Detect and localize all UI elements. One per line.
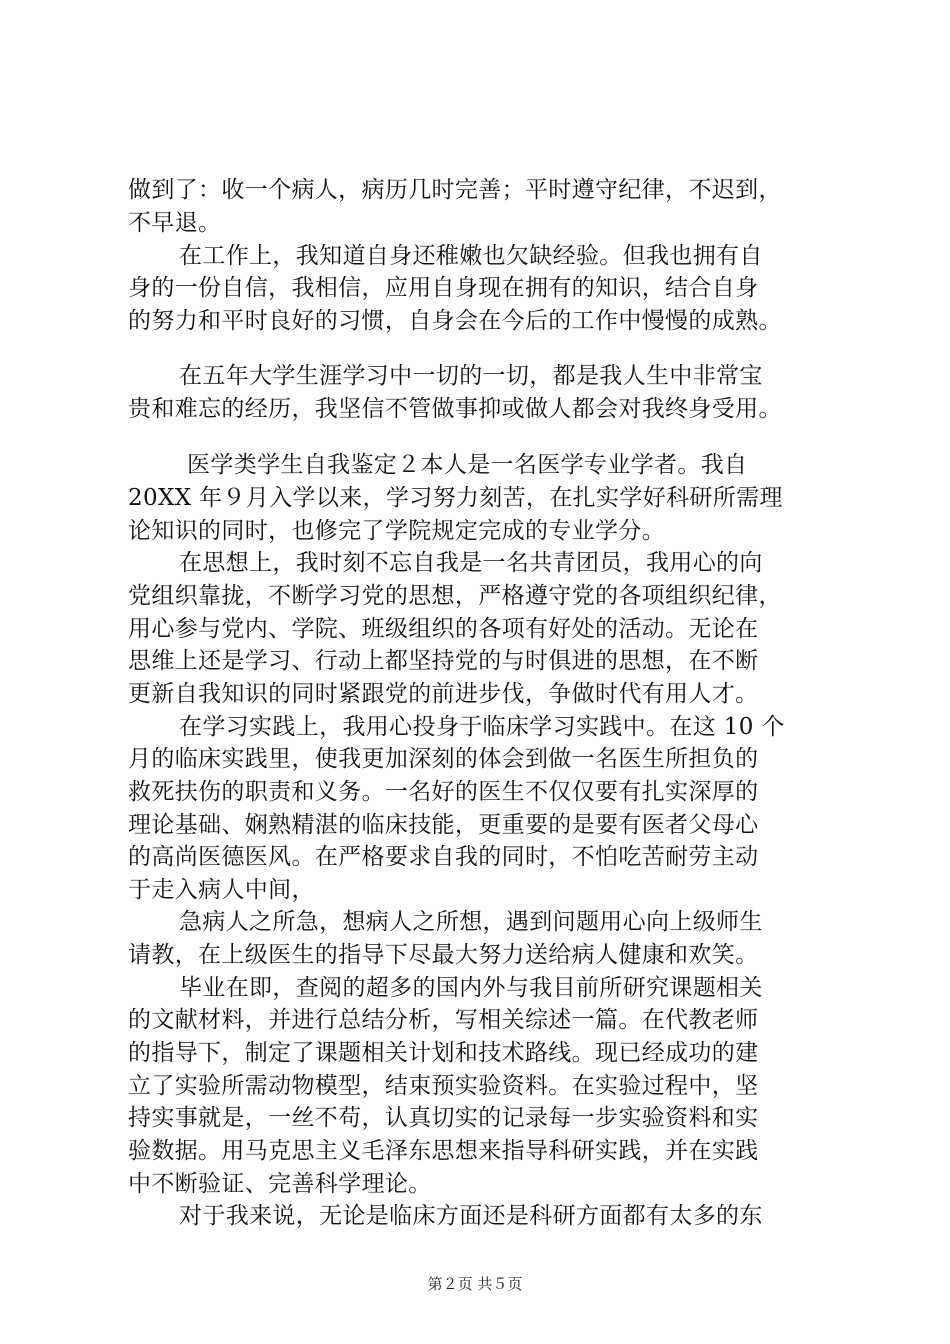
text-line: 持实事就是，一丝不苟，认真切实的记录每一步实验资料和实 — [128, 1105, 759, 1131]
text-line: 救死扶伤的职责和义务。一名好的医生不仅仅要有扎实深厚的 — [128, 779, 759, 805]
text-line: 的文献材料，并进行总结分析，写相关综述一篇。在代教老师 — [128, 1007, 759, 1033]
text-line: 在学习实践上，我用心投身于临床学习实践中。在这 10 个 — [179, 714, 785, 740]
text-line: 于走入病人中间， — [128, 877, 315, 903]
text-line: 验数据。用马克思主义毛泽东思想来指导科研实践，并在实践 — [128, 1138, 759, 1164]
text-line: 的努力和平时良好的习惯，自身会在今后的工作中慢慢的成熟。 — [128, 308, 782, 334]
text-line: 中不断验证、完善科学理论。 — [128, 1171, 432, 1197]
text-line: 身的一份自信，我相信，应用自身现在拥有的知识，结合自身 — [128, 275, 759, 301]
text-line: 医学类学生自我鉴定２本人是一名医学专业学者。我自 — [187, 452, 748, 478]
text-line: 急病人之所急，想病人之所想，遇到问题用心向上级师生 — [179, 909, 763, 935]
text-line: 用心参与党内、学院、班级组织的各项有好处的活动。无论在 — [128, 616, 759, 642]
text-line: 思维上还是学习、行动上都坚持党的与时俱进的思想，在不断 — [128, 648, 759, 674]
text-line: 贵和难忘的经历，我坚信不管做事抑或做人都会对我终身受用。 — [128, 396, 782, 422]
text-line: 毕业在即，查阅的超多的国内外与我目前所研究课题相关 — [179, 975, 763, 1001]
text-line: 的高尚医德医风。在严格要求自我的同时，不怕吃苦耐劳主动 — [128, 844, 759, 870]
text-line: 在思想上，我时刻不忘自我是一名共青团员，我用心的向 — [179, 550, 763, 576]
text-line: 在五年大学生涯学习中一切的一切，都是我人生中非常宝 — [179, 363, 763, 389]
text-line: 理论基础、娴熟精湛的临床技能，更重要的是要有医者父母心 — [128, 812, 759, 838]
text-line: 做到了：收一个病人，病历几时完善；平时遵守纪律，不迟到， — [128, 177, 782, 203]
page-number-footer: 第２页 共５页 — [427, 1275, 523, 1293]
text-line: 在工作上，我知道自身还稚嫩也欠缺经验。但我也拥有自 — [179, 243, 763, 269]
text-line: 立了实验所需动物模型，结束预实验资料。在实验过程中，坚 — [128, 1073, 759, 1099]
text-line: 月的临床实践里，使我更加深刻的体会到做一名医生所担负的 — [128, 746, 759, 772]
text-line: 20XX 年９月入学以来，学习努力刻苦，在扎实学好科研所需理 — [128, 485, 783, 511]
text-line: 对于我来说，无论是临床方面还是科研方面都有太多的东 — [179, 1203, 763, 1229]
text-line: 不早退。 — [128, 210, 222, 236]
text-line: 的指导下，制定了课题相关计划和技术路线。现已经成功的建 — [128, 1040, 759, 1066]
text-line: 请教，在上级医生的指导下尽最大努力送给病人健康和欢笑。 — [128, 942, 759, 968]
text-line: 党组织靠拢，不断学习党的思想，严格遵守党的各项组织纪律， — [128, 583, 782, 609]
text-line: 更新自我知识的同时紧跟党的前进步伐，争做时代有用人才。 — [128, 681, 759, 707]
text-line: 论知识的同时，也修完了学院规定完成的专业学分。 — [128, 518, 666, 544]
